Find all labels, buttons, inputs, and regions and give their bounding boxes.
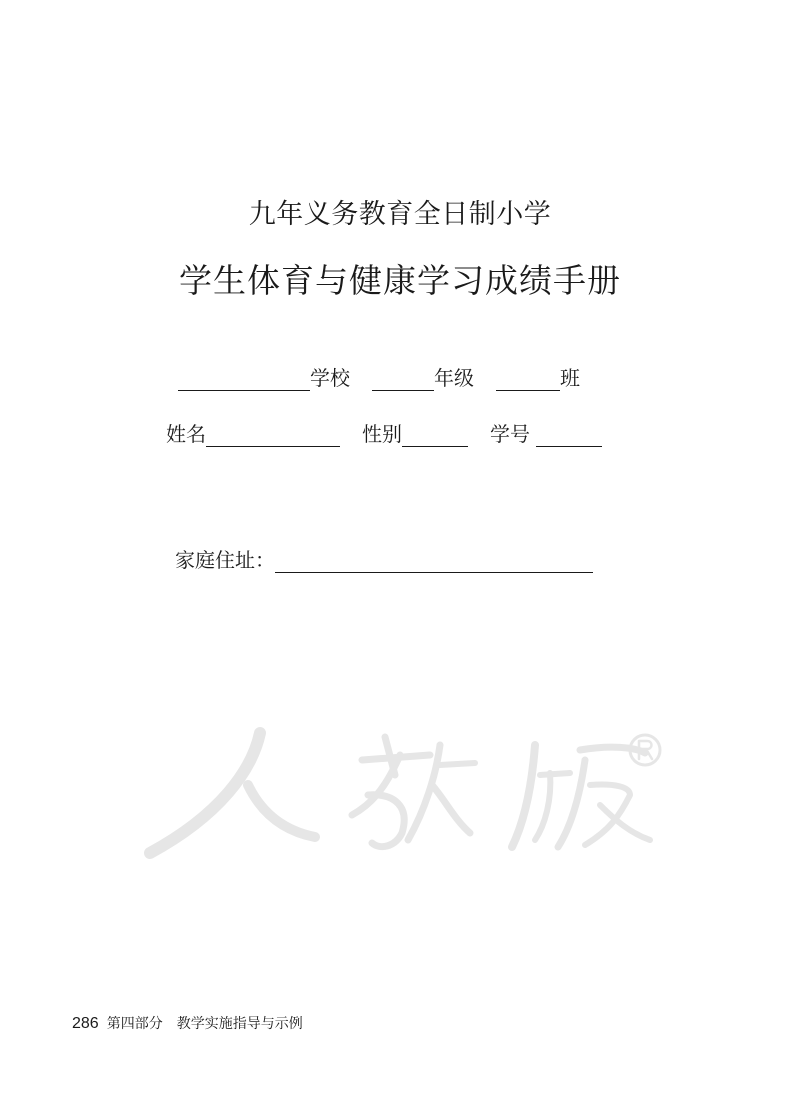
school-grade-class-row <box>178 365 580 391</box>
class-blank[interactable] <box>496 368 560 391</box>
document-subtitle: 九年义务教育全日制小学 <box>248 199 552 230</box>
grade-label: 年级 <box>434 366 474 390</box>
footer-section: 教学实施指导与示例 <box>176 1016 303 1032</box>
page-number: 286 <box>72 1015 99 1032</box>
page-footer <box>72 1013 303 1033</box>
gender-label: 性别 <box>362 422 402 446</box>
class-label: 班 <box>560 366 580 390</box>
name-gender-id-row <box>166 421 602 447</box>
name-blank[interactable] <box>206 424 340 447</box>
grade-blank[interactable] <box>372 368 434 391</box>
student-id-label: 学号 <box>490 422 530 446</box>
address-blank[interactable] <box>275 550 593 573</box>
gender-blank[interactable] <box>402 424 468 447</box>
document-title: 学生体育与健康学习成绩手册 <box>179 261 621 300</box>
publisher-watermark-logo <box>140 715 670 865</box>
footer-part: 第四部分 <box>106 1016 163 1032</box>
address-row <box>175 547 593 573</box>
student-id-blank[interactable] <box>536 424 602 447</box>
school-blank[interactable] <box>178 368 310 391</box>
name-label: 姓名 <box>166 422 206 446</box>
address-label: 家庭住址： <box>175 548 275 572</box>
school-label: 学校 <box>310 366 350 390</box>
